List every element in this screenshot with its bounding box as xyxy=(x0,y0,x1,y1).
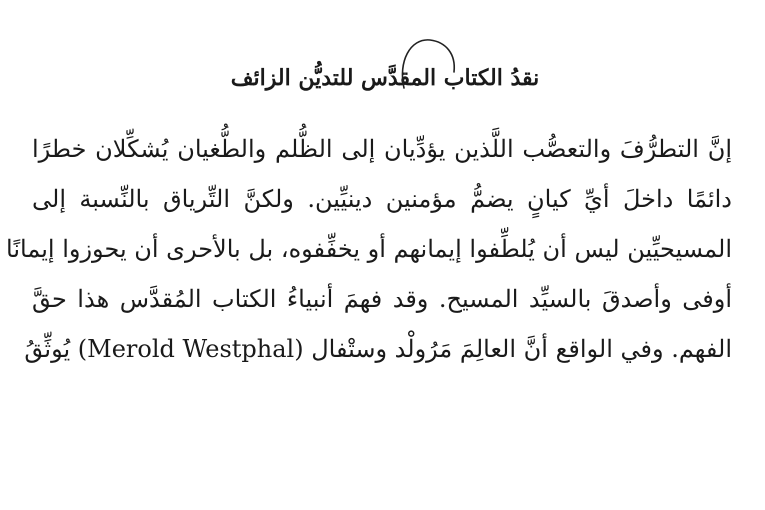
text-line-4: أوفى وأصدقَ بالسيِّد المسيح. وقد فهمَ أنبياءُ الكتاب المُقدَّس هذا حقَّ xyxy=(32,285,732,313)
handwritten-pen-mark xyxy=(396,32,466,96)
text-line-5: الفهم. وفي الواقع أنَّ العالِمَ مَرُولْد وستْفال (Merold Westphal) يُوثِّقُ xyxy=(24,335,732,363)
paragraph xyxy=(6,124,732,374)
text-line-2: دائمًا داخلَ أيِّ كيانٍ يضمُّ مؤمنين دينيِّين. ولكنَّ التِّرياق بالنِّسبة إلى xyxy=(32,185,732,213)
text-line-3: المسيحيِّين ليس أن يُلطِّفوا إيمانهم أو يخفِّفوه، بل بالأحرى أن يحوزوا إيمانًا xyxy=(6,235,732,263)
text-line-1: إنَّ التطرُّفَ والتعصُّب اللَّذين يؤدِّيان إلى الظُّلم والطُّغيان يُشكِّلان خطرًا xyxy=(32,135,732,163)
section-title: نقدُ الكتاب المقدَّس للتديُّن الزائف xyxy=(230,65,540,91)
